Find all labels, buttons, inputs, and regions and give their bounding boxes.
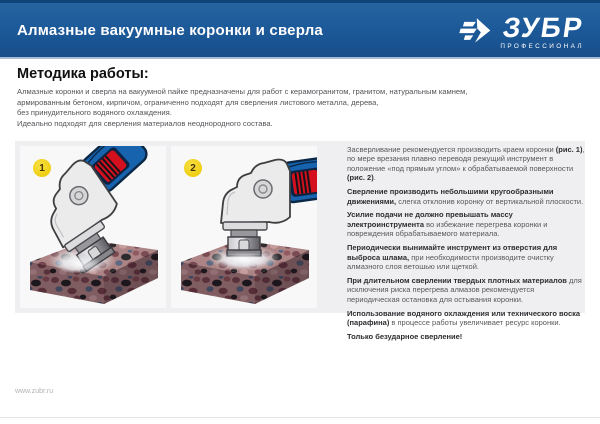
header-bar <box>0 0 600 57</box>
method-heading: Методика работы: <box>17 66 149 82</box>
spindle-lock-button <box>254 180 272 198</box>
header-bottom-edge <box>0 57 600 59</box>
intro-line: без принудительного водяного охлаждения. <box>17 108 172 118</box>
bottom-divider <box>0 417 600 418</box>
instruction-paragraph-5: При длительном сверлении твердых плотных материалов для исключения риска перегрева алмазов рекомендуется периодическая остановка для остывания коронки. <box>347 275 582 304</box>
instruction-paragraph-6: Использование водяного охлаждения или технического воска (парафина) в процессе работы увеличивает ресурс коронки. <box>347 308 581 327</box>
figure-1 <box>20 146 166 308</box>
figure-2-badge: 2 <box>184 159 202 177</box>
zubr-logo-icon <box>457 12 493 53</box>
instruction-paragraph-7: Только безударное сверление! <box>347 331 463 341</box>
intro-line: армированным бетоном, кирпичом, ограниченно подходят для сверления листового металла, дерева, <box>17 97 379 107</box>
dust-cloud-front <box>54 255 102 273</box>
instruction-paragraph-4: Периодически вынимайте инструмент из отверстия для выброса шлама, при необходимости производите очистку алмазного слоя ветошью или щеткой. <box>347 243 558 271</box>
site-url: www.zubr.ru <box>15 388 54 395</box>
brand-logo <box>457 12 587 53</box>
dust-cloud-front <box>218 252 270 268</box>
instruction-paragraph-3: Усилие подачи не должно превышать массу электроинструмента во избежание перегрева коронки и повреждения обрабатываемого материала. <box>347 210 548 239</box>
brand-text <box>500 12 587 50</box>
instruction-paragraph-2: Сверление производить небольшими кругообразными движениями, слегка отклонив коронку от вертикальной плоскости. <box>347 187 584 206</box>
figure-1-badge: 1 <box>33 159 51 177</box>
instruction-paragraph-1: Засверливание рекомендуется производить краем коронки (рис. 1), по мере врезания плавно переводя режущий инструмент в положение «под прямым углом» к обрабатываемой поверхности (рис. 2). <box>347 145 585 183</box>
intro-line: Идеально подходят для сверления материалов неоднородного состава. <box>17 118 273 128</box>
brand-name: ЗУБР <box>501 12 587 43</box>
intro-line: Алмазные коронки и сверла на вакуумной пайке предназначены для работ с керамогранитом, гранитом, натуральным камнем, <box>17 87 468 96</box>
brand-subtitle: ПРОФЕССИОНАЛ <box>500 43 584 50</box>
figure-2 <box>171 146 317 308</box>
flange-plate <box>223 222 267 230</box>
instructions-column <box>347 145 587 346</box>
page-title: Алмазные вакуумные коронки и сверла <box>17 22 323 39</box>
figures-panel <box>15 141 585 341</box>
intro-paragraph <box>17 87 583 129</box>
